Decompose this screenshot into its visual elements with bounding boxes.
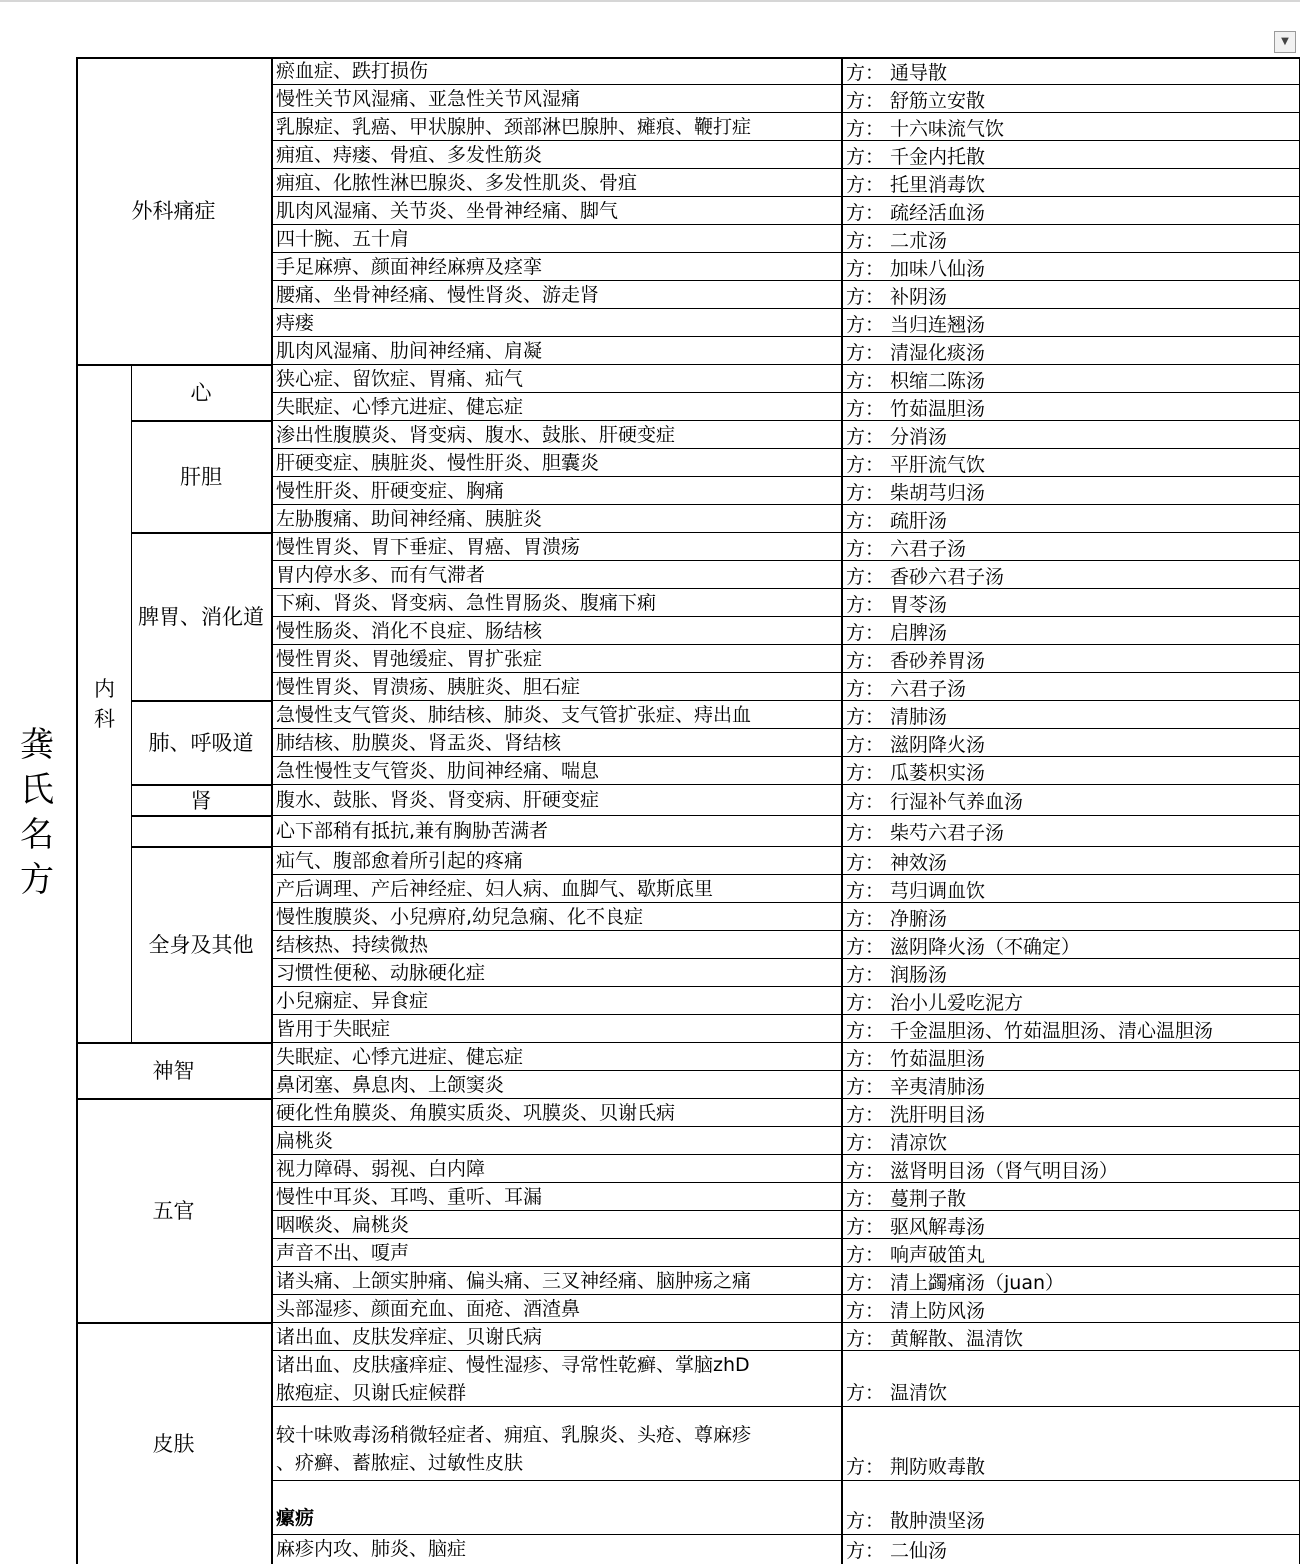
formula-name: 驱风解毒汤 [890, 1215, 986, 1238]
formula-prefix: 方： [846, 369, 885, 392]
formula-cell [846, 959, 1297, 987]
symptom-cell: 产后调理、产后神经症、妇人病、血脚气、歇斯底里 [276, 878, 714, 900]
formula-cell [846, 169, 1297, 197]
formula-cell [846, 1015, 1297, 1043]
formula-name: 清上蠲痛汤（juan） [890, 1271, 1065, 1294]
formula-cell [846, 309, 1297, 337]
symptom-cell: 肺结核、肋膜炎、肾盂炎、肾结核 [276, 732, 562, 754]
formula-prefix: 方： [846, 173, 885, 196]
symptom-cell: 腹水、鼓胀、肾炎、肾变病、肝硬变症 [276, 789, 600, 811]
formula-cell [846, 1071, 1297, 1099]
formula-cell [846, 1351, 1297, 1407]
formula-prefix: 方： [846, 61, 885, 84]
category-waike [76, 57, 271, 365]
symptom-cell: 慢性中耳炎、耳鸣、重听、耳漏 [276, 1186, 543, 1208]
window-top-border [0, 0, 1300, 2]
formula-prefix: 方： [846, 621, 885, 644]
title-char: 龚 [20, 725, 54, 765]
subcategory-gandan-label: 肝胆 [180, 465, 222, 489]
formula-cell [846, 1127, 1297, 1155]
formula-prefix: 方： [846, 1103, 885, 1126]
formula-name: 滋阴降火汤（不确定） [890, 935, 1081, 958]
symptom-cell: 腰痛、坐骨神经痛、慢性肾炎、游走肾 [276, 284, 600, 306]
formula-prefix: 方： [846, 907, 885, 930]
category-wuguan-label: 五官 [152, 1199, 195, 1223]
formula-cell [846, 903, 1297, 931]
formula-prefix: 方： [846, 1540, 885, 1562]
formula-prefix: 方： [846, 117, 885, 140]
formula-prefix: 方： [846, 593, 885, 616]
formula-cell [846, 561, 1297, 589]
formula-name: 千金温胆汤、竹茹温胆汤、清心温胆汤 [890, 1019, 1214, 1042]
symptom-cell: 左胁腹痛、助间神经痛、胰脏炎 [276, 508, 543, 530]
formula-name: 平肝流气饮 [890, 453, 986, 476]
formula-prefix: 方： [846, 1510, 885, 1532]
formula-prefix: 方： [846, 89, 885, 112]
formula-cell [846, 421, 1297, 449]
symptom-cell: 结核热、持续微热 [276, 934, 429, 956]
formula-prefix: 方： [846, 1159, 885, 1182]
formula-cell [846, 617, 1297, 645]
formula-prefix: 方： [846, 313, 885, 336]
formula-prefix: 方： [846, 425, 885, 448]
formula-name: 香砂养胃汤 [890, 649, 986, 672]
formula-name: 胃苓汤 [890, 593, 948, 616]
formula-prefix: 方： [846, 851, 885, 874]
formula-prefix: 方： [846, 879, 885, 902]
symptom-cell: 鼻闭塞、鼻息肉、上颌窦炎 [276, 1074, 505, 1096]
formula-name: 启脾汤 [890, 621, 948, 644]
formula-name: 神效汤 [890, 851, 948, 874]
formula-name: 枳缩二陈汤 [890, 369, 986, 392]
category-shenzhi-label: 神智 [152, 1059, 195, 1083]
formula-prefix: 方： [846, 537, 885, 560]
formula-prefix: 方： [846, 991, 885, 1014]
category-neike [78, 365, 131, 1043]
formula-name: 滋肾明目汤（肾气明目汤） [890, 1159, 1119, 1182]
formula-name: 润肠汤 [890, 963, 948, 986]
formula-cell [846, 113, 1297, 141]
title-char: 方 [20, 860, 54, 900]
symptom-cell: 慢性胃炎、胃弛缓症、胃扩张症 [276, 648, 543, 670]
formula-name: 香砂六君子汤 [890, 565, 1005, 588]
formula-prefix: 方： [846, 1075, 885, 1098]
symptom-line: 脓疱症、贝谢氏症候群 [276, 1382, 467, 1404]
formula-prefix: 方： [846, 1299, 885, 1322]
formula-name: 千金内托散 [890, 145, 986, 168]
formula-name: 当归连翘汤 [890, 313, 986, 336]
formula-name: 清凉饮 [890, 1131, 948, 1154]
symptom-cell: 诸头痛、上颌实肿痛、偏头痛、三叉神经痛、脑肿疡之痛 [276, 1270, 752, 1292]
formula-name: 黄解散、温清饮 [890, 1327, 1024, 1350]
formula-prefix: 方： [846, 565, 885, 588]
formula-name: 清湿化痰汤 [890, 341, 986, 364]
subcategory-shen-label: 肾 [190, 788, 212, 813]
symptom-cell: 肌肉风湿痛、关节炎、坐骨神经痛、脚气 [276, 200, 619, 222]
formula-prefix: 方： [846, 791, 885, 813]
formula-name: 加味八仙汤 [890, 257, 986, 280]
title-char: 名 [20, 815, 54, 855]
formula-cell [846, 57, 1297, 85]
formula-prefix: 方： [846, 1382, 885, 1404]
formula-prefix: 方： [846, 1243, 885, 1266]
symptom-cell: 心下部稍有抵抗,兼有胸胁苦满者 [276, 820, 549, 842]
title-char: 氏 [20, 770, 54, 810]
formula-cell [846, 85, 1297, 113]
symptom-cell: 头部湿疹、颜面充血、面疮、酒渣鼻 [276, 1298, 581, 1320]
formula-name: 散肿溃坚汤 [890, 1510, 986, 1532]
formula-prefix: 方： [846, 677, 885, 700]
formula-prefix: 方： [846, 1327, 885, 1350]
category-waike-label: 外科痛症 [131, 199, 216, 223]
formula-prefix: 方： [846, 1215, 885, 1238]
subcategory-piwei [131, 533, 271, 701]
formula-name: 竹茹温胆汤 [890, 397, 986, 420]
formula-prefix: 方： [846, 761, 885, 784]
symptom-cell: 声音不出、嗄声 [276, 1242, 410, 1264]
formula-name: 响声破笛丸 [890, 1243, 986, 1266]
subcategory-piwei-label: 脾胃、消化道 [138, 605, 264, 629]
category-wuguan [76, 1099, 271, 1323]
subcategory-gandan [131, 421, 271, 533]
subcategory-xin [131, 365, 271, 421]
formula-cell [846, 393, 1297, 421]
symptom-cell: 急性慢性支气管炎、肋间神经痛、喘息 [276, 760, 600, 782]
formula-name: 洗肝明目汤 [890, 1103, 986, 1126]
formula-cell [846, 847, 1297, 875]
subcategory-fei [131, 701, 271, 785]
formula-prefix: 方： [846, 285, 885, 308]
symptom-cell: 下痢、肾炎、肾变病、急性胃肠炎、腹痛下痢 [276, 592, 657, 614]
symptom-cell: 皆用于失眠症 [276, 1018, 391, 1040]
chevron-down-icon: ▼ [1281, 36, 1289, 47]
formula-prefix: 方： [846, 1131, 885, 1154]
formula-cell [846, 533, 1297, 561]
formula-name: 净腑汤 [890, 907, 948, 930]
formula-name: 二仙汤 [890, 1540, 948, 1562]
formula-name: 滋阴降火汤 [890, 733, 986, 756]
formula-cell [846, 645, 1297, 673]
formula-name: 辛夷清肺汤 [890, 1075, 986, 1098]
symptom-cell: 瘰疬 [276, 1507, 315, 1529]
formula-name: 瓜蒌枳实汤 [890, 761, 986, 784]
category-pifu [76, 1323, 271, 1564]
symptom-line: 、疥癣、蓄脓症、过敏性皮肤 [276, 1452, 524, 1474]
formula-cell [846, 477, 1297, 505]
formula-cell [846, 197, 1297, 225]
filter-dropdown-button[interactable] [1274, 31, 1296, 53]
formula-name: 清上防风汤 [890, 1299, 986, 1322]
formula-prefix: 方： [846, 1187, 885, 1210]
formula-prefix: 方： [846, 733, 885, 756]
formula-cell [846, 729, 1297, 757]
symptom-cell: 麻疹内攻、肺炎、脑症 [276, 1538, 467, 1560]
formula-name: 分消汤 [890, 425, 948, 448]
formula-prefix: 方： [846, 1271, 885, 1294]
formula-name: 疏经活血汤 [890, 201, 986, 224]
formula-name: 六君子汤 [890, 677, 967, 700]
formula-prefix: 方： [846, 822, 885, 844]
formula-cell [846, 701, 1297, 729]
symptom-cell: 肝硬变症、胰脏炎、慢性肝炎、胆囊炎 [276, 452, 600, 474]
symptom-cell: 小兒痫症、异食症 [276, 990, 429, 1012]
symptom-cell: 四十腕、五十肩 [276, 228, 410, 250]
symptom-cell: 慢性关节风湿痛、亚急性关节风湿痛 [276, 88, 581, 110]
formula-name: 舒筋立安散 [890, 89, 986, 112]
formula-prefix: 方： [846, 145, 885, 168]
formula-name: 二朮汤 [890, 229, 948, 252]
formula-name: 通导散 [890, 61, 948, 84]
formula-cell [846, 589, 1297, 617]
formula-cell [846, 1323, 1297, 1351]
formula-cell [846, 987, 1297, 1015]
formula-prefix: 方： [846, 341, 885, 364]
document-title [4, 723, 70, 903]
formula-cell [846, 1295, 1297, 1323]
symptom-cell: 渗出性腹膜炎、肾变病、腹水、鼓胀、肝硬变症 [276, 424, 676, 446]
formula-name: 补阴汤 [890, 285, 948, 308]
formula-name: 荆防败毒散 [890, 1456, 986, 1478]
formula-prefix: 方： [846, 935, 885, 958]
category-neike-label: 内科 [94, 677, 115, 731]
formula-name: 清肺汤 [890, 705, 948, 728]
symptom-cell: 胃内停水多、而有气滞者 [276, 564, 486, 586]
category-column-divider [271, 57, 273, 1564]
formula-name: 疏肝汤 [890, 509, 948, 532]
symptom-cell: 慢性腹膜炎、小兒痹府,幼兒急痫、化不良症 [276, 906, 644, 928]
symptom-cell: 习惯性便秘、动脉硬化症 [276, 962, 486, 984]
formula-cell [846, 225, 1297, 253]
formula-prefix: 方： [846, 509, 885, 532]
formula-prefix: 方： [846, 257, 885, 280]
formula-cell [846, 253, 1297, 281]
subcategory-fei-label: 肺、呼吸道 [148, 731, 254, 755]
formula-name: 行湿补气养血汤 [890, 791, 1024, 813]
formula-cell [846, 785, 1297, 816]
formula-cell [846, 1481, 1297, 1535]
symptom-cell: 慢性胃炎、胃下垂症、胃癌、胃溃疡 [276, 536, 581, 558]
formula-cell [846, 1099, 1297, 1127]
formula-column-divider [841, 57, 843, 1564]
formula-prefix: 方： [846, 453, 885, 476]
formula-cell [846, 757, 1297, 785]
symptom-cell: 急慢性支气管炎、肺结核、肺炎、支气管扩张症、痔出血 [276, 704, 752, 726]
symptom-cell [276, 1351, 838, 1407]
formula-cell [846, 1535, 1297, 1564]
formula-name: 柴胡芎归汤 [890, 481, 986, 504]
symptom-cell: 痈疽、痔瘘、骨疽、多发性筋炎 [276, 144, 543, 166]
formula-cell [846, 337, 1297, 365]
symptom-cell: 诸出血、皮肤发痒症、贝谢氏病 [276, 1326, 543, 1348]
symptom-cell: 瘀血症、跌打损伤 [276, 60, 429, 82]
formula-name: 温清饮 [890, 1382, 948, 1404]
formula-cell [846, 673, 1297, 701]
formula-prefix: 方： [846, 1019, 885, 1042]
symptom-cell: 失眠症、心悸亢进症、健忘症 [276, 396, 524, 418]
symptom-line: 诸出血、皮肤瘙痒症、慢性湿疹、寻常性乾癣、掌脑zhD [276, 1354, 750, 1376]
formula-prefix: 方： [846, 1456, 885, 1478]
formula-name: 十六味流气饮 [890, 117, 1005, 140]
symptom-cell: 肌肉风湿痛、肋间神经痛、肩凝 [276, 340, 543, 362]
symptom-cell: 痈疽、化脓性淋巴腺炎、多发性肌炎、骨疽 [276, 172, 638, 194]
formula-cell [846, 931, 1297, 959]
symptom-cell: 疝气、腹部愈着所引起的疼痛 [276, 850, 524, 872]
formula-name: 治小儿爱吃泥方 [890, 991, 1024, 1014]
formula-cell [846, 1239, 1297, 1267]
formula-cell [846, 365, 1297, 393]
symptom-cell: 硬化性角膜炎、角膜实质炎、巩膜炎、贝谢氏病 [276, 1102, 676, 1124]
formula-prefix: 方： [846, 229, 885, 252]
category-pifu-label: 皮肤 [152, 1431, 195, 1456]
formula-name: 芎归调血饮 [890, 879, 986, 902]
symptom-cell: 视力障碍、弱视、白内障 [276, 1158, 486, 1180]
formula-cell [846, 449, 1297, 477]
formula-prefix: 方： [846, 481, 885, 504]
formula-name: 竹茹温胆汤 [890, 1047, 986, 1070]
formula-cell [846, 1155, 1297, 1183]
formula-prefix: 方： [846, 705, 885, 728]
formula-name: 柴芍六君子汤 [890, 822, 1005, 844]
formula-cell [846, 875, 1297, 903]
formula-cell [846, 816, 1297, 847]
formula-cell [846, 1211, 1297, 1239]
formula-name: 蔓荆子散 [890, 1187, 967, 1210]
symptom-cell: 狭心症、留饮症、胃痛、疝气 [276, 368, 524, 390]
symptom-line: 较十味败毒汤稍微轻症者、痈疽、乳腺炎、头疮、尊麻疹 [276, 1424, 752, 1446]
formula-cell [846, 281, 1297, 309]
category-shenzhi [76, 1043, 271, 1099]
subcategory-quanshen-label: 全身及其他 [148, 933, 254, 957]
symptom-cell: 慢性胃炎、胃溃疡、胰脏炎、胆石症 [276, 676, 581, 698]
formula-cell [846, 141, 1297, 169]
symptom-cell: 慢性肝炎、肝硬变症、胸痛 [276, 480, 505, 502]
formula-cell [846, 1407, 1297, 1481]
formula-prefix: 方： [846, 397, 885, 420]
formula-cell [846, 1267, 1297, 1295]
symptom-cell: 扁桃炎 [276, 1130, 334, 1152]
subcategory-xin-label: 心 [190, 381, 212, 405]
formula-prefix: 方： [846, 963, 885, 986]
symptom-cell: 痔瘘 [276, 312, 315, 334]
symptom-cell: 失眠症、心悸亢进症、健忘症 [276, 1046, 524, 1068]
subcategory-shen [131, 785, 271, 816]
formula-name: 六君子汤 [890, 537, 967, 560]
formula-prefix: 方： [846, 201, 885, 224]
formula-prefix: 方： [846, 649, 885, 672]
subcategory-quanshen [131, 847, 271, 1043]
formula-name: 托里消毒饮 [890, 173, 986, 196]
formula-cell [846, 505, 1297, 533]
symptom-cell [276, 1407, 838, 1481]
symptom-cell: 咽喉炎、扁桃炎 [276, 1214, 410, 1236]
symptom-cell: 乳腺症、乳癌、甲状腺肿、颈部淋巴腺肿、瘫痕、鞭打症 [276, 116, 752, 138]
formula-prefix: 方： [846, 1047, 885, 1070]
symptom-cell: 慢性肠炎、消化不良症、肠结核 [276, 620, 543, 642]
formula-cell [846, 1043, 1297, 1071]
symptom-cell: 手足麻痹、颜面神经麻痹及痉挛 [276, 256, 543, 278]
formula-cell [846, 1183, 1297, 1211]
